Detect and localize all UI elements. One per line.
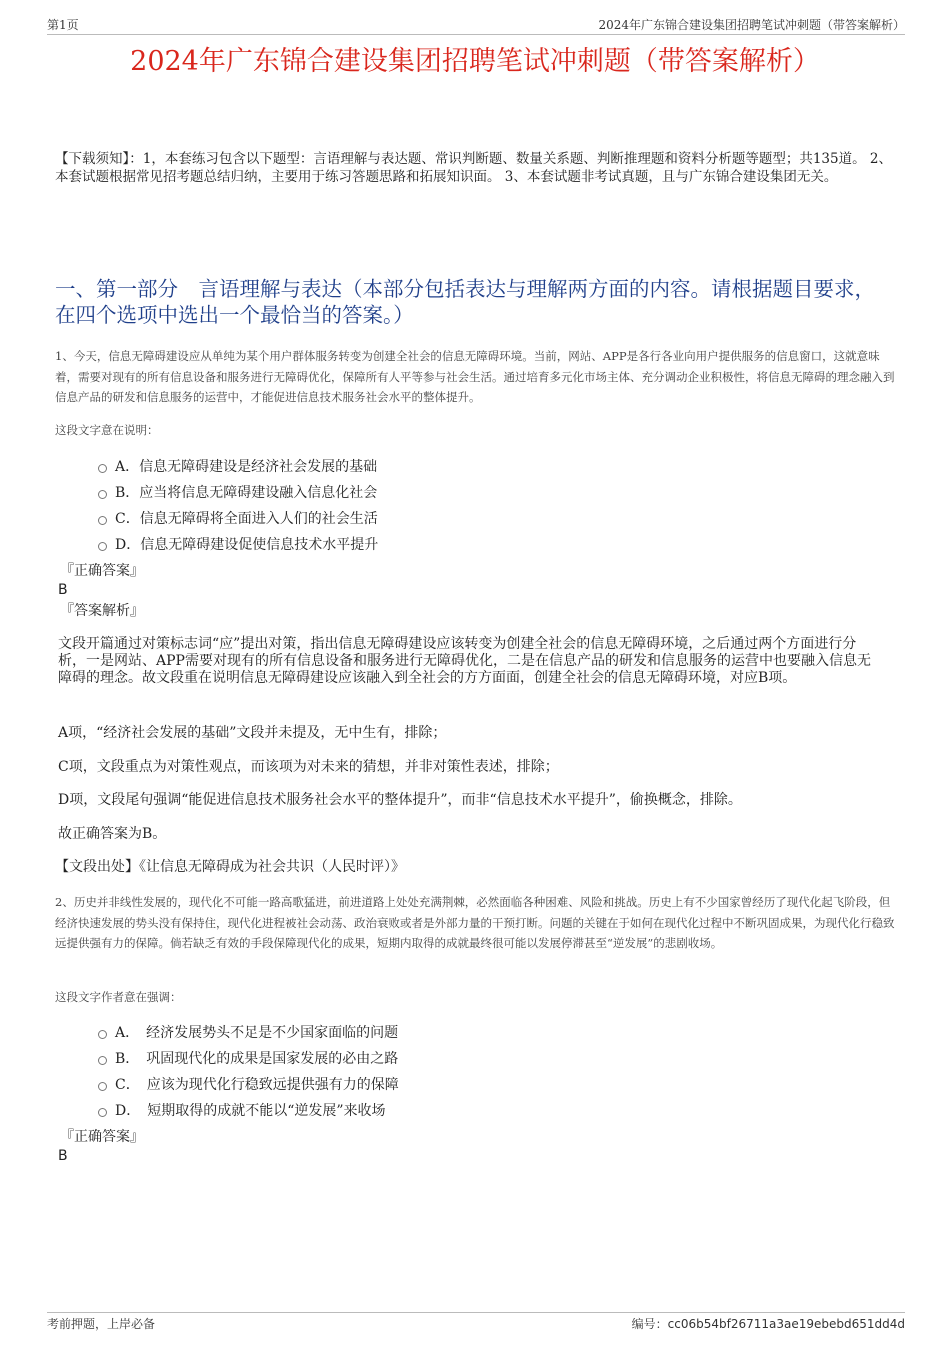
option-label: B．应当将信息无障碍建设融入信息化社会	[115, 485, 378, 501]
radio-icon[interactable]	[98, 516, 107, 525]
option-b[interactable]	[98, 479, 378, 505]
footer-code	[632, 1315, 905, 1332]
analysis-paragraph: 文段开篇通过对策标志词“应”提出对策，指出信息无障碍建设应该转变为创建全社会的信息无障碍环境，之后通过两个方面进行分析，一是网站、APP需要对现有的所有信息设备和服务进行无障碍优化，二是在信息产品的研发和信息服务的运营中也要融入信息无障碍的理念。故文段重在说明信息无障碍建设应该融入到全社会的方方面面，创建全社会的信息无障碍环境，对应B项。	[58, 636, 871, 686]
option-d[interactable]	[98, 531, 378, 557]
question-2-options	[98, 1019, 399, 1123]
question-1-prompt: 这段文字意在说明：	[55, 423, 159, 437]
option-label: B． 巩固现代化的成果是国家发展的必由之路	[115, 1051, 399, 1067]
radio-icon[interactable]	[98, 1082, 107, 1091]
answer-value: B	[58, 1148, 68, 1164]
answer-label: 『正确答案』	[60, 1129, 144, 1145]
analysis-label: 『答案解析』	[60, 603, 144, 619]
option-label: D． 短期取得的成就不能以“逆发展”来收场	[115, 1103, 386, 1119]
option-c[interactable]	[98, 505, 378, 531]
answer-label: 『正确答案』	[60, 563, 144, 579]
analysis-option-c: C项，文段重点为对策性观点，而该项为对未来的猜想，并非对策性表述，排除；	[58, 759, 559, 775]
radio-icon[interactable]	[98, 1030, 107, 1039]
question-1-options	[98, 453, 378, 557]
question-1-text: 1、今天，信息无障碍建设应从单纯为某个用户群体服务转变为创建全社会的信息无障碍环境。当前，网站、APP是各行各业向用户提供服务的信息窗口，这就意味着，需要对现有的所有信息设备和服务进行无障碍优化，保障所有人平等参与社会生活。通过培育多元化市场主体、充分调动企业积极性，将信息无障碍的理念融入到信息产品的研发和信息服务的运营中，才能促进信息技术服务社会水平的整体提升。	[55, 349, 895, 404]
option-d[interactable]	[98, 1097, 399, 1123]
code-label: 编号：	[631, 1317, 668, 1331]
option-a[interactable]	[98, 453, 378, 479]
analysis-option-a: A项，“经济社会发展的基础”文段并未提及，无中生有，排除；	[58, 725, 447, 741]
answer-value: B	[58, 582, 68, 598]
option-b[interactable]	[98, 1045, 399, 1071]
radio-icon[interactable]	[98, 490, 107, 499]
page-header	[47, 16, 905, 35]
option-c[interactable]	[98, 1071, 399, 1097]
code-value: cc06b54bf26711a3ae19ebebd651dd4d	[667, 1317, 905, 1331]
header-doc-title: 2024年广东锦合建设集团招聘笔试冲刺题（带答案解析）	[598, 18, 905, 32]
page-footer	[47, 1312, 905, 1337]
radio-icon[interactable]	[98, 1056, 107, 1065]
radio-icon[interactable]	[98, 542, 107, 551]
option-label: A． 经济发展势头不足是不少国家面临的问题	[115, 1025, 399, 1041]
option-label: C．信息无障碍将全面进入人们的社会生活	[115, 511, 378, 527]
document-title: 2024年广东锦合建设集团招聘笔试冲刺题（带答案解析）	[130, 46, 820, 77]
option-a[interactable]	[98, 1019, 399, 1045]
footer-slogan: 考前押题，上岸必备	[47, 1317, 156, 1331]
analysis-conclusion: 故正确答案为B。	[58, 826, 167, 842]
analysis-option-d: D项，文段尾句强调“能促进信息技术服务社会水平的整体提升”，而非“信息技术水平提升”，偷换概念，排除。	[58, 792, 742, 808]
question-2-text: 2、历史并非线性发展的，现代化不可能一路高歌猛进，前进道路上处处充满荆棘，必然面临各种困难、风险和挑战。历史上有不少国家曾经历了现代化起飞阶段，但经济快速发展的势头没有保持住，现代化进程被社会动荡、政治衰败或者是外部力量的干预打断。问题的关键在于如何在现代化过程中不断巩固成果，为现代化行稳致远提供强有力的保障。倘若缺乏有效的手段保障现代化的成果，短期内取得的成就最终很可能以发展停滞甚至“逆发展”的悲剧收场。	[55, 895, 895, 950]
option-label: C． 应该为现代化行稳致远提供强有力的保障	[115, 1077, 399, 1093]
download-notice: 【下载须知】：1，本套练习包含以下题型：言语理解与表达题、常识判断题、数量关系题、判断推理题和资料分析题等题型；共135道。 2、本套试题根据常见招考题总结归纳，主要用于练习答题思路和拓展知识面。 3、本套试题非考试真题，且与广东锦合建设集团无关。	[55, 151, 892, 185]
analysis-source: 【文段出处】《让信息无障碍成为社会共识（人民时评）》	[55, 859, 405, 875]
question-2-prompt: 这段文字作者意在强调：	[55, 990, 182, 1004]
section-heading: 一、第一部分 言语理解与表达（本部分包括表达与理解两方面的内容。请根据题目要求，在四个选项中选出一个最恰当的答案。）	[55, 277, 875, 327]
radio-icon[interactable]	[98, 464, 107, 473]
radio-icon[interactable]	[98, 1108, 107, 1117]
page-number: 第1页	[47, 18, 79, 32]
option-label: A．信息无障碍建设是经济社会发展的基础	[115, 459, 378, 475]
option-label: D．信息无障碍建设促使信息技术水平提升	[115, 537, 379, 553]
